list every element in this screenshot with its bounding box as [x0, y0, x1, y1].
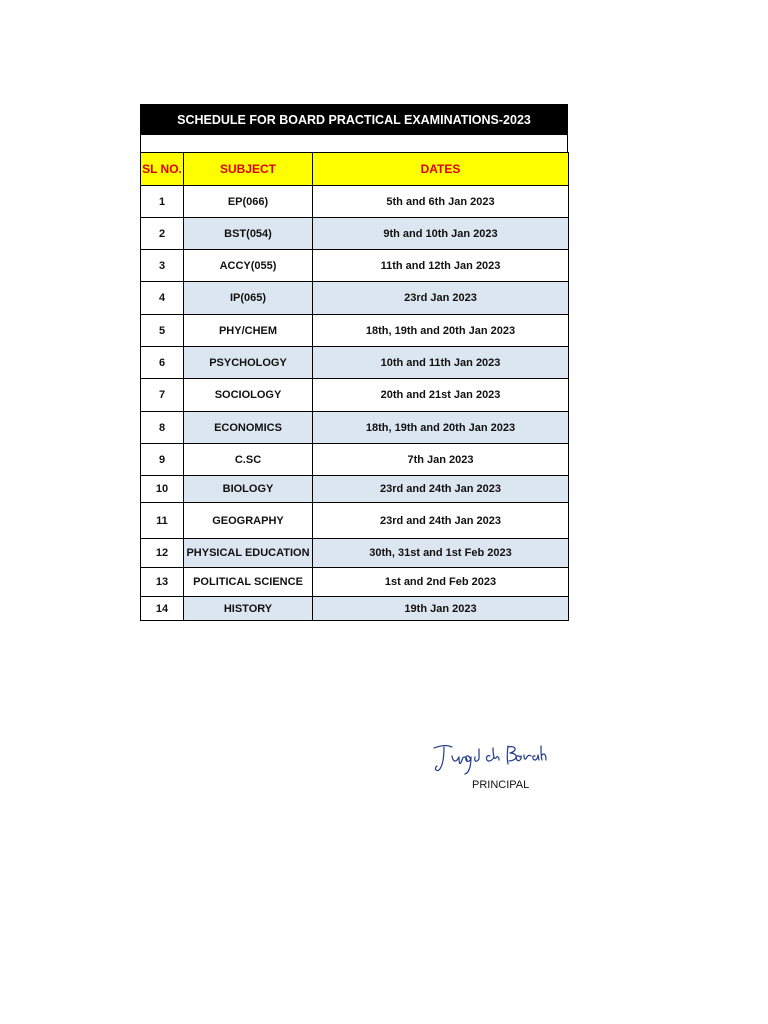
sl-no-cell: 2: [141, 218, 184, 250]
table-row: [141, 503, 569, 539]
dates-cell: 20th and 21st Jan 2023: [313, 379, 569, 412]
table-row: [141, 412, 569, 444]
subject-cell: POLITICAL SCIENCE: [184, 568, 313, 597]
table-row: [141, 186, 569, 218]
sl-no-cell: 8: [141, 412, 184, 444]
subject-cell: GEOGRAPHY: [184, 503, 313, 539]
subject-cell: ECONOMICS: [184, 412, 313, 444]
table-row: [141, 476, 569, 503]
header-subject: SUBJECT: [184, 153, 313, 186]
subject-cell: IP(065): [184, 282, 313, 315]
dates-cell: 23rd Jan 2023: [313, 282, 569, 315]
sl-no-cell: 9: [141, 444, 184, 476]
dates-cell: 23rd and 24th Jan 2023: [313, 476, 569, 503]
dates-cell: 30th, 31st and 1st Feb 2023: [313, 539, 569, 568]
sl-no-cell: 14: [141, 597, 184, 621]
dates-cell: 18th, 19th and 20th Jan 2023: [313, 315, 569, 347]
table-row: [141, 250, 569, 282]
principal-signature: [432, 742, 552, 776]
subject-cell: PHY/CHEM: [184, 315, 313, 347]
sl-no-cell: 6: [141, 347, 184, 379]
subject-cell: BIOLOGY: [184, 476, 313, 503]
header-dates: DATES: [313, 153, 569, 186]
table-row: [141, 568, 569, 597]
sl-no-cell: 3: [141, 250, 184, 282]
blank-row: [140, 135, 568, 152]
subject-cell: C.SC: [184, 444, 313, 476]
dates-cell: 23rd and 24th Jan 2023: [313, 503, 569, 539]
subject-cell: PSYCHOLOGY: [184, 347, 313, 379]
subject-cell: ACCY(055): [184, 250, 313, 282]
subject-cell: BST(054): [184, 218, 313, 250]
sl-no-cell: 11: [141, 503, 184, 539]
schedule-rows: [141, 186, 569, 621]
sl-no-cell: 7: [141, 379, 184, 412]
dates-cell: 9th and 10th Jan 2023: [313, 218, 569, 250]
sl-no-cell: 12: [141, 539, 184, 568]
dates-cell: 11th and 12th Jan 2023: [313, 250, 569, 282]
header-row: [141, 153, 569, 186]
subject-cell: EP(066): [184, 186, 313, 218]
dates-cell: 1st and 2nd Feb 2023: [313, 568, 569, 597]
subject-cell: HISTORY: [184, 597, 313, 621]
dates-cell: 19th Jan 2023: [313, 597, 569, 621]
sl-no-cell: 1: [141, 186, 184, 218]
subject-cell: SOCIOLOGY: [184, 379, 313, 412]
table-row: [141, 597, 569, 621]
table-row: [141, 444, 569, 476]
header-sl-no: SL NO.: [141, 153, 184, 186]
dates-cell: 18th, 19th and 20th Jan 2023: [313, 412, 569, 444]
table-row: [141, 315, 569, 347]
dates-cell: 5th and 6th Jan 2023: [313, 186, 569, 218]
sl-no-cell: 10: [141, 476, 184, 503]
sl-no-cell: 5: [141, 315, 184, 347]
table-row: [141, 379, 569, 412]
table-row: [141, 539, 569, 568]
sl-no-cell: 13: [141, 568, 184, 597]
table-row: [141, 282, 569, 315]
schedule-title: SCHEDULE FOR BOARD PRACTICAL EXAMINATIONS-2023: [140, 104, 568, 135]
table-row: [141, 218, 569, 250]
schedule-table: [140, 152, 569, 621]
sl-no-cell: 4: [141, 282, 184, 315]
schedule-sheet: [140, 104, 568, 621]
dates-cell: 7th Jan 2023: [313, 444, 569, 476]
signatory-label: PRINCIPAL: [472, 779, 530, 791]
table-row: [141, 347, 569, 379]
subject-cell: PHYSICAL EDUCATION: [184, 539, 313, 568]
dates-cell: 10th and 11th Jan 2023: [313, 347, 569, 379]
